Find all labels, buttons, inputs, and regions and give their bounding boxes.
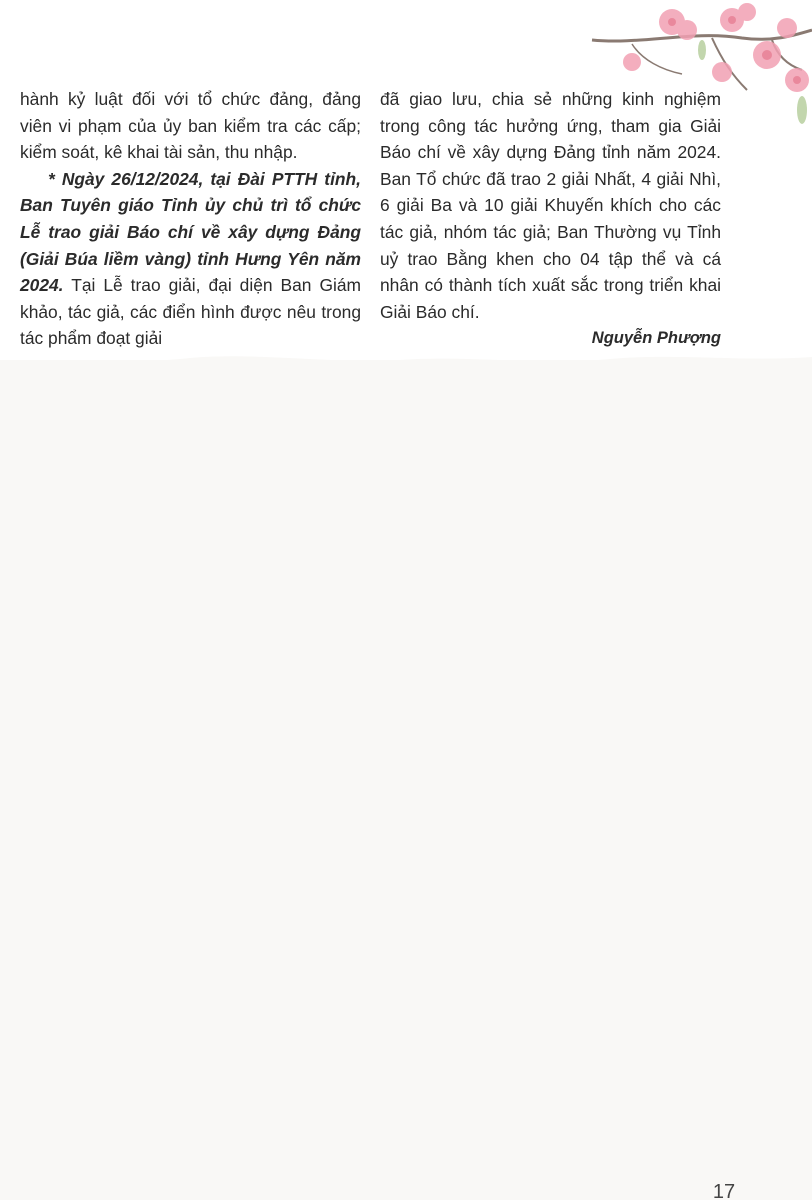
paragraph-discipline: hành kỷ luật đối với tổ chức đảng, đảng viên vi phạm của ủy ban kiểm tra các cấp; kiểm soát, kê khai tài sản, thu nhập. bbox=[20, 89, 361, 163]
author-signature: Nguyễn Phượng bbox=[591, 329, 721, 348]
award-ceremony-lead: * Ngày 26/12/2024, tại Đài PTTH tỉnh, Ban Tuyên giáo Tỉnh ủy chủ trì tổ chức Lễ trao giải Báo chí về xây dựng Đảng (Giải Búa liềm vàng) tỉnh Hưng Yên năm 2024. bbox=[20, 168, 361, 296]
paper-background bbox=[0, 360, 812, 1200]
left-column bbox=[20, 86, 361, 352]
paragraph-award-ceremony bbox=[20, 166, 361, 352]
paragraph-award-results: đã giao lưu, chia sẻ những kinh nghiệm trong công tác hưởng ứng, tham gia Giải Báo chí về xây dựng Đảng tỉnh năm 2024. Ban Tổ chức đã trao 2 giải Nhất, 4 giải Nhì, 6 giải Ba và 10 giải Khuyến khích cho các tác giả, nhóm tác giả; Ban Thường vụ Tỉnh uỷ trao Bằng khen cho 04 tập thể và cá nhân có thành tích xuất sắc trong triển khai Giải Báo chí. bbox=[380, 89, 721, 322]
page-number: 17 bbox=[712, 1181, 736, 1200]
right-column bbox=[380, 86, 721, 352]
award-ceremony-text: Tại Lễ trao giải, đại diện Ban Giám khảo, tác giả, các điển hình được nêu trong tác phẩm đoạt giải bbox=[20, 275, 361, 349]
